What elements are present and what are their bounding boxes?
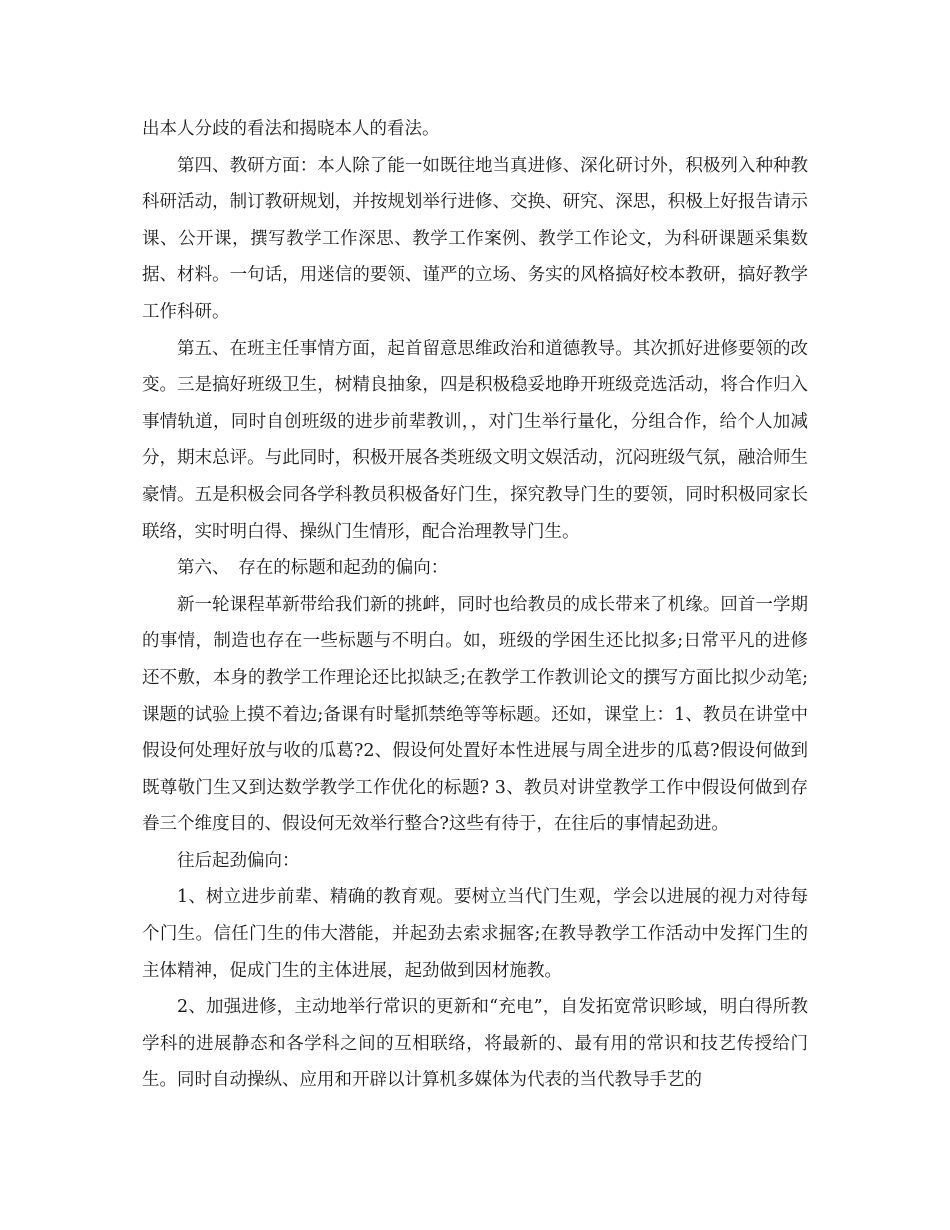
paragraph-problems-heading: 第六、 存在的标题和起劲的偏向： (177, 558, 449, 579)
paragraph-direction-1: 1、树立进步前辈、精确的教育观。要树立当代门生观，学会以进展的视力对待每个门生。信任门生的伟大潜能，并起劲去索求掘客;在教导教学工作活动中发挥门生的主体精神，促成门生的主体进展，起劲做到因材施教。 (142, 887, 808, 981)
paragraph-direction-heading: 往后起劲偏向： (177, 850, 300, 871)
paragraph-class-teacher: 第五、在班主任事情方面，起首留意思维政治和道德教导。其次抓好进修要领的改变。三是搞好班级卫生，树精良抽象，四是积极稳妥地睁开班级竞选活动，将合作归入事情轨道，同时自创班级的进步前辈教训，，对门生举行量化，分组合作，给个人加减分，期末总评。与此同时，积极开展各类班级文明文娱活动，沉闷班级气氛，融洽师生豪情。五是积极会同各学科教员积极备好门生，探究教导门生的要领，同时积极同家长联络，实时明白得、操纵门生情形，配合治理教导门生。 (142, 338, 808, 542)
paragraph-direction-2: 2、加强进修，主动地举行常识的更新和“充电”，自发拓宽常识畛域，明白得所教学科的进展静态和各学科之间的互相联络，将最新的、最有用的常识和技艺传授给门生。同时自动操纵、应用和开辟以计算机多媒体为代表的当代教导手艺的 (142, 997, 808, 1091)
paragraph-continuation: 出本人分歧的看法和揭晓本人的看法。 (142, 119, 440, 139)
paragraph-problems: 新一轮课程革新带给我们新的挑衅，同时也给教员的成长带来了机缘。回首一学期的事情，制造也存在一些标题与不明白。如，班级的学困生还比拟多;日常平凡的进修还不敷，本身的教学工作理论还比拟缺乏;在教学工作教训论文的撰写方面比拟少动笔;课题的试验上摸不着边;备课有时髦抓禁绝等等标题。还如，课堂上：1、教员在讲堂中假设何处理好放与收的瓜葛?2、假设何处置好本性进展与周全进步的瓜葛?假设何做到既尊敬门生又到达数学教学工作优化的标题? 3、教员对讲堂教学工作中假设何做到存眷三个维度目的、假设何无效举行整合?这些有待于，在往后的事情起劲进。 (142, 594, 808, 835)
document-body (142, 111, 808, 1099)
paragraph-research: 第四、教研方面：本人除了能一如既往地当真进修、深化研讨外，积极列入种种教科研活动，制订教研规划，并按规划举行进修、交换、研究、深思，积极上好报告请示课、公开课，撰写教学工作深思、教学工作案例、教学工作论文，为科研课题采集数据、材料。一句话，用迷信的要领、谨严的立场、务实的风格搞好校本教研，搞好教学工作科研。 (142, 155, 808, 322)
